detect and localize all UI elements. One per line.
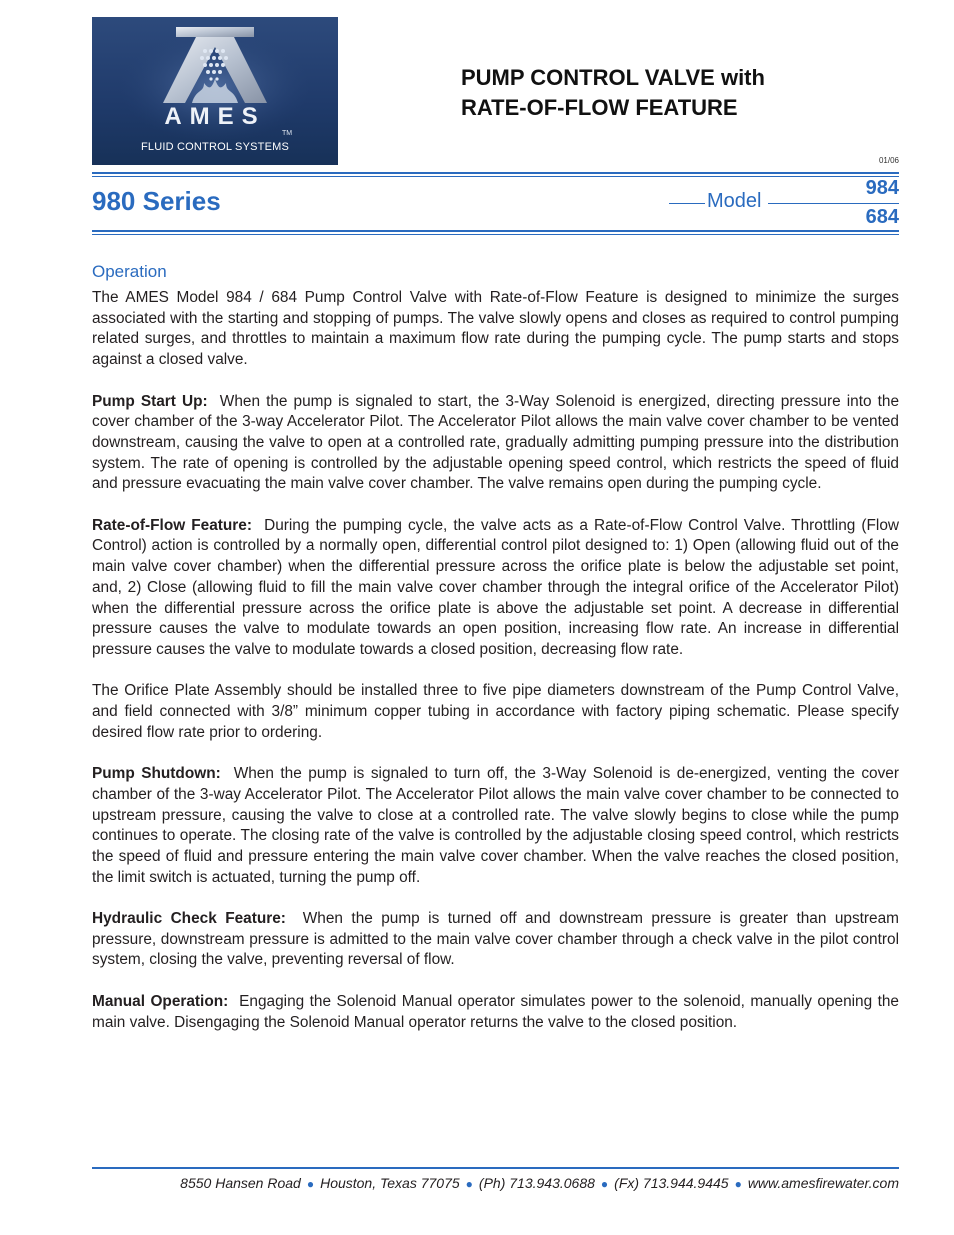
model-leader-right [768,203,899,204]
paragraph-pump-shutdown [92,764,899,888]
operation-text [92,288,899,1054]
footer-phone: (Ph) 713.943.0688 [478,1175,595,1191]
paragraph-text: Engaging the Solenoid Manual operator simulates power to the solenoid, manually opening the main valve. Disengaging the Solenoid Manual operator returns the valve to the closed position. [92,992,899,1031]
title-line-2: RATE-OF-FLOW FEATURE [461,95,738,120]
paragraph-intro [92,288,899,371]
bottom-rule [92,230,899,232]
paragraph-rate-of-flow [92,516,899,661]
paragraph-text: The AMES Model 984 / 684 Pump Control Valve with Rate-of-Flow Feature is designed to minimize the surges associated with the starting and stopping of pumps. The valve slowly opens and closes as required to control pumping related surges, and throttles to maintain a maximum flow rate during the pumping cycle. The pump starts and stops against a closed valve. [92,289,899,369]
logo-tagline: FLUID CONTROL SYSTEMS [140,141,290,153]
paragraph-lead: Pump Shutdown: [92,765,221,783]
paragraph-text: When the pump is turned off and downstream pressure is greater than upstream pressure, downstream pressure is admitted to the main valve cover chamber through a check valve in the pilot control system, closing the valve, preventing reversal of flow. [92,910,899,969]
paragraph-text: The Orifice Plate Assembly should be installed three to five pipe diameters downstream of the Pump Control Valve, and field connected with 3/8” minimum copper tubing in accordance with factory piping schematic. Please specify desired flow rate prior to ordering. [92,682,899,741]
paragraph-lead: Hydraulic Check Feature: [92,910,286,928]
title-line-1: PUMP CONTROL VALVE with [461,65,765,90]
paragraph-lead: Pump Start Up: [92,392,208,410]
paragraph-orifice-plate [92,681,899,743]
footer-website[interactable]: www.amesfirewater.com [747,1175,899,1191]
footer-contact [92,1175,899,1191]
document-title [461,63,765,123]
paragraph-hydraulic-check [92,909,899,971]
bullet-icon: ● [734,1177,742,1191]
paragraph-text: When the pump is signaled to turn off, the 3-Way Solenoid is de-energized, venting the cover chamber of the 3-way Accelerator Pilot. The Accelerator Pilot allows the main valve cover chamber to be connected to upstream pressure, causing the valve to close at a controlled rate. The valve slowly begins to close while the pump continues to operate. The closing rate of the valve is controlled by the adjustable closing speed control, which restricts the speed of fluid and pressure entering the main valve cover chamber. When the valve reaches the closed position, the limit switch is actuated, turning the pump off. [92,765,899,886]
bottom-rule-thin [92,234,899,235]
top-rule-thin [92,176,899,177]
paragraph-lead: Rate-of-Flow Feature: [92,516,252,534]
footer-city: Houston, Texas 77075 [320,1175,460,1191]
company-logo [92,17,338,165]
bullet-icon: ● [600,1177,609,1191]
bullet-icon: ● [306,1177,315,1191]
paragraph-text: During the pumping cycle, the valve acts as a Rate-of-Flow Control Valve. Throttling (Flow Control) action is controlled by a normally open, differential control pilot designed to: 1) Open (allowing fluid out of the main valve cover chamber) when the differential pressure across the orifice plate is below the adjustable set point, and, 2) Close (allowing fluid to fill the main valve cover chamber through the integral orifice of the Accelerator Pilot) when the differential pressure across the orifice plate is above the adjustable set point. A decrease in differential pressure causes the valve to modulate towards an open position, increasing flow rate. An increase in differential pressure causes the valve to modulate towards a closed position, decreasing flow rate. [92,516,900,658]
logo-wordmark: AMES [164,103,266,130]
section-heading: Operation [92,262,167,281]
series-title: 980 Series [92,186,221,216]
paragraph-text: When the pump is signaled to start, the 3-Way Solenoid is energized, directing pressure into the cover chamber of the 3-way Accelerator Pilot. The Accelerator Pilot allows the main valve cover chamber to be vented downstream, causing the valve to open at a controlled rate, gradually admitting pumping pressure into the distribution system. The rate of opening is controlled by the adjustable opening speed control, which restricts the speed of fluid and pressure evacuating the main valve cover chamber. The valve remains open during the pumping cycle. [92,392,900,493]
model-number-984: 984 [865,177,899,199]
logo-trademark: TM [282,130,293,137]
paragraph-lead: Manual Operation: [92,992,229,1010]
footer-fax: (Fx) 713.944.9445 [614,1175,729,1191]
model-number-684: 684 [865,206,899,228]
model-label: Model [707,190,762,212]
footer-address: 8550 Hansen Road [180,1175,301,1191]
model-leader-left [669,203,705,204]
paragraph-pump-start-up [92,392,899,496]
top-rule [92,172,899,174]
bullet-icon: ● [465,1177,473,1191]
date-code: 01/06 [878,156,899,165]
paragraph-manual-operation [92,992,899,1033]
footer-rule [92,1167,899,1169]
